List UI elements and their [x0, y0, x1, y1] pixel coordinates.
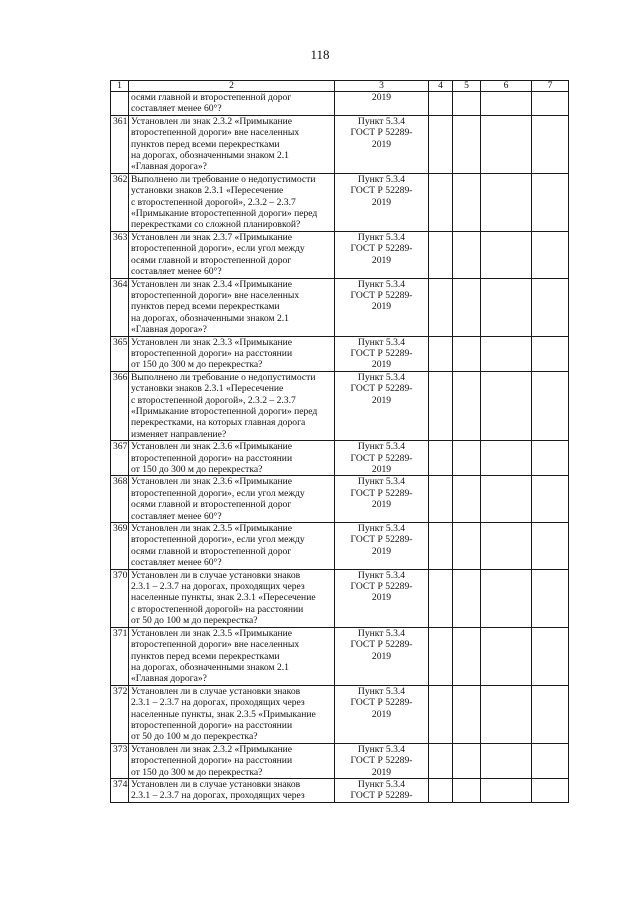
row-col-6	[481, 92, 532, 116]
row-question: Установлен ли знак 2.3.6 «Примыкание второстепенной дороги», если угол между осями главной и второстепенной дорог составляет менее 60°?	[129, 476, 335, 523]
row-col-4	[429, 569, 453, 627]
row-question: Выполнено ли требование о недопустимости установки знаков 2.3.1 «Пересечение с второстепенной дорогой», 2.3.2 – 2.3.7 «Примыкание второстепенной дороги» перед перекрестками со сложной планировкой?	[129, 173, 335, 231]
row-col-7	[532, 115, 569, 173]
row-col-6	[481, 336, 532, 371]
row-reference: Пункт 5.3.4 ГОСТ Р 52289- 2019	[335, 627, 429, 685]
table-row	[111, 441, 569, 476]
row-col-6	[481, 778, 532, 802]
table-row	[111, 336, 569, 371]
row-number: 371	[111, 627, 129, 685]
row-question: Установлен ли знак 2.3.4 «Примыкание второстепенной дороги» вне населенных пунктов перед всеми перекрестками на дорогах, обозначенными знаком 2.1 «Главная дорога»?	[129, 278, 335, 336]
row-col-4	[429, 92, 453, 116]
row-col-6	[481, 476, 532, 523]
row-col-6	[481, 231, 532, 278]
row-reference: Пункт 5.3.4 ГОСТ Р 52289-	[335, 778, 429, 802]
row-reference: Пункт 5.3.4 ГОСТ Р 52289- 2019	[335, 685, 429, 743]
table-row	[111, 92, 569, 116]
table-row	[111, 523, 569, 570]
row-col-5	[453, 173, 481, 231]
row-col-4	[429, 231, 453, 278]
row-question: Выполнено ли требование о недопустимости установки знаков 2.3.1 «Пересечение с второстепенной дорогой», 2.3.2 – 2.3.7 «Примыкание второстепенной дороги» перед перекрестками, на которых главная дорога изменяет направление?	[129, 371, 335, 440]
row-number: 369	[111, 523, 129, 570]
row-number: 374	[111, 778, 129, 802]
row-reference: Пункт 5.3.4 ГОСТ Р 52289- 2019	[335, 569, 429, 627]
checklist-table	[110, 80, 569, 803]
row-col-5	[453, 627, 481, 685]
row-col-7	[532, 476, 569, 523]
row-reference: Пункт 5.3.4 ГОСТ Р 52289- 2019	[335, 441, 429, 476]
header-col-4: 4	[429, 81, 453, 92]
row-col-5	[453, 92, 481, 116]
row-col-5	[453, 441, 481, 476]
row-col-6	[481, 627, 532, 685]
table-row	[111, 371, 569, 440]
row-number: 366	[111, 371, 129, 440]
table-row	[111, 278, 569, 336]
row-col-6	[481, 523, 532, 570]
row-question: осями главной и второстепенной дорог составляет менее 60°?	[129, 92, 335, 116]
row-col-4	[429, 476, 453, 523]
row-col-7	[532, 278, 569, 336]
row-reference: Пункт 5.3.4 ГОСТ Р 52289- 2019	[335, 173, 429, 231]
row-reference: Пункт 5.3.4 ГОСТ Р 52289- 2019	[335, 115, 429, 173]
row-col-7	[532, 92, 569, 116]
row-col-5	[453, 569, 481, 627]
row-col-4	[429, 523, 453, 570]
row-reference: Пункт 5.3.4 ГОСТ Р 52289- 2019	[335, 476, 429, 523]
row-col-5	[453, 115, 481, 173]
row-question: Установлен ли знак 2.3.6 «Примыкание второстепенной дороги» на расстоянии от 150 до 300 м до перекрестка?	[129, 441, 335, 476]
row-col-4	[429, 778, 453, 802]
row-col-7	[532, 778, 569, 802]
row-number	[111, 92, 129, 116]
row-number: 361	[111, 115, 129, 173]
row-col-5	[453, 371, 481, 440]
row-col-6	[481, 173, 532, 231]
row-col-6	[481, 569, 532, 627]
row-col-7	[532, 371, 569, 440]
row-col-6	[481, 115, 532, 173]
row-number: 365	[111, 336, 129, 371]
row-col-5	[453, 231, 481, 278]
row-number: 367	[111, 441, 129, 476]
row-reference: Пункт 5.3.4 ГОСТ Р 52289- 2019	[335, 278, 429, 336]
page-number: 118	[310, 47, 330, 62]
row-question: Установлен ли знак 2.3.5 «Примыкание второстепенной дороги» вне населенных пунктов перед всеми перекрестками на дорогах, обозначенными знаком 2.1 «Главная дорога»?	[129, 627, 335, 685]
row-number: 368	[111, 476, 129, 523]
row-col-6	[481, 743, 532, 778]
row-col-5	[453, 336, 481, 371]
row-col-6	[481, 371, 532, 440]
row-col-6	[481, 441, 532, 476]
row-reference: Пункт 5.3.4 ГОСТ Р 52289- 2019	[335, 371, 429, 440]
row-number: 373	[111, 743, 129, 778]
row-question: Установлен ли знак 2.3.3 «Примыкание второстепенной дороги» на расстоянии от 150 до 300 м до перекрестка?	[129, 336, 335, 371]
row-reference: Пункт 5.3.4 ГОСТ Р 52289- 2019	[335, 743, 429, 778]
row-col-5	[453, 523, 481, 570]
header-row	[111, 81, 569, 92]
row-question: Установлен ли в случае установки знаков 2.3.1 – 2.3.7 на дорогах, проходящих через	[129, 778, 335, 802]
row-col-7	[532, 173, 569, 231]
row-col-4	[429, 278, 453, 336]
header-col-1: 1	[111, 81, 129, 92]
row-question: Установлен ли в случае установки знаков 2.3.1 – 2.3.7 на дорогах, проходящих через населенные пункты, знак 2.3.1 «Пересечение с второстепенной дорогой» на расстоянии от 50 до 100 м до перекрестка?	[129, 569, 335, 627]
row-reference: Пункт 5.3.4 ГОСТ Р 52289- 2019	[335, 523, 429, 570]
table-row	[111, 476, 569, 523]
row-question: Установлен ли знак 2.3.7 «Примыкание второстепенной дороги», если угол между осями главной и второстепенной дорог составляет менее 60°?	[129, 231, 335, 278]
table-row	[111, 778, 569, 802]
row-number: 363	[111, 231, 129, 278]
row-number: 370	[111, 569, 129, 627]
row-col-7	[532, 685, 569, 743]
table-row	[111, 685, 569, 743]
row-col-7	[532, 743, 569, 778]
row-col-7	[532, 336, 569, 371]
row-question: Установлен ли в случае установки знаков 2.3.1 – 2.3.7 на дорогах, проходящих через населенные пункты, знак 2.3.5 «Примыкание второстепенной дороги» на расстоянии от 50 до 100 м до перекрестка?	[129, 685, 335, 743]
header-col-7: 7	[532, 81, 569, 92]
row-col-4	[429, 627, 453, 685]
row-number: 362	[111, 173, 129, 231]
table-row	[111, 743, 569, 778]
row-col-4	[429, 685, 453, 743]
header-col-3: 3	[335, 81, 429, 92]
row-col-4	[429, 336, 453, 371]
row-col-5	[453, 743, 481, 778]
row-number: 372	[111, 685, 129, 743]
row-question: Установлен ли знак 2.3.5 «Примыкание второстепенной дороги», если угол между осями главной и второстепенной дорог составляет менее 60°?	[129, 523, 335, 570]
row-col-7	[532, 627, 569, 685]
row-col-7	[532, 441, 569, 476]
row-question: Установлен ли знак 2.3.2 «Примыкание второстепенной дороги» на расстоянии от 150 до 300 м до перекрестка?	[129, 743, 335, 778]
row-col-4	[429, 441, 453, 476]
table-row	[111, 173, 569, 231]
header-col-2: 2	[129, 81, 335, 92]
row-reference: Пункт 5.3.4 ГОСТ Р 52289- 2019	[335, 231, 429, 278]
row-question: Установлен ли знак 2.3.2 «Примыкание второстепенной дороги» вне населенных пунктов перед всеми перекрестками на дорогах, обозначенными знаком 2.1 «Главная дорога»?	[129, 115, 335, 173]
table-row	[111, 231, 569, 278]
row-col-7	[532, 569, 569, 627]
row-reference: Пункт 5.3.4 ГОСТ Р 52289- 2019	[335, 336, 429, 371]
row-col-6	[481, 685, 532, 743]
row-col-4	[429, 371, 453, 440]
row-col-5	[453, 685, 481, 743]
row-reference: 2019	[335, 92, 429, 116]
row-col-5	[453, 476, 481, 523]
table-row	[111, 569, 569, 627]
row-col-4	[429, 173, 453, 231]
row-col-5	[453, 278, 481, 336]
row-col-7	[532, 231, 569, 278]
row-number: 364	[111, 278, 129, 336]
row-col-4	[429, 115, 453, 173]
row-col-4	[429, 743, 453, 778]
row-col-5	[453, 778, 481, 802]
header-col-6: 6	[481, 81, 532, 92]
table-row	[111, 627, 569, 685]
header-col-5: 5	[453, 81, 481, 92]
row-col-7	[532, 523, 569, 570]
table-row	[111, 115, 569, 173]
row-col-6	[481, 278, 532, 336]
